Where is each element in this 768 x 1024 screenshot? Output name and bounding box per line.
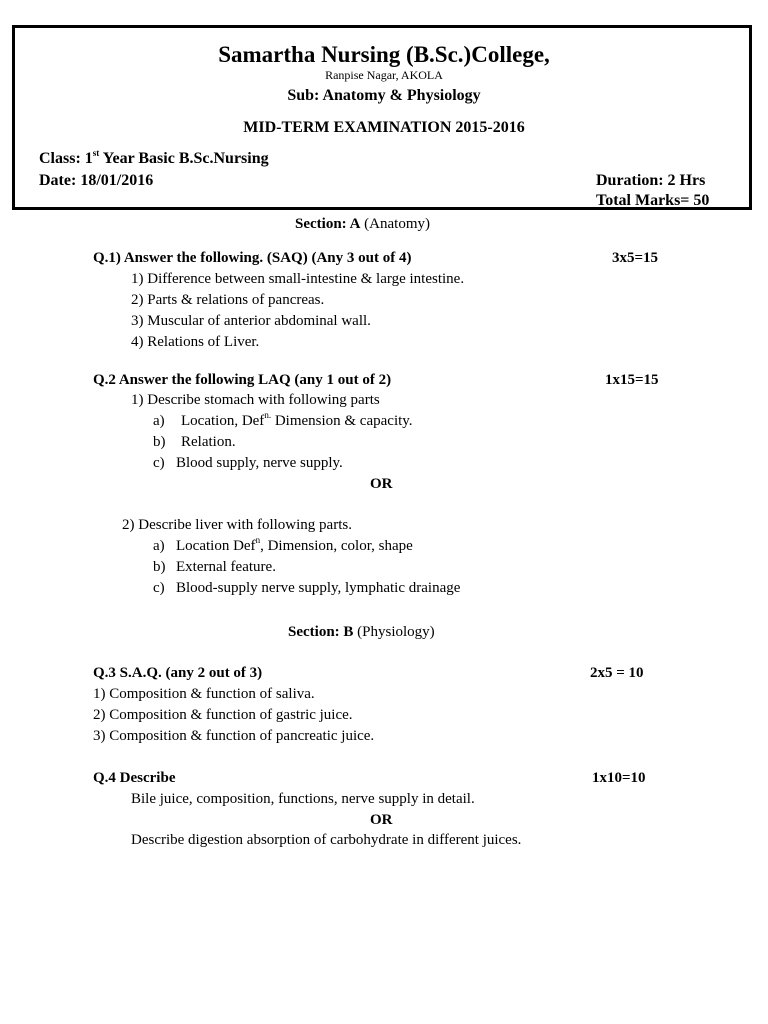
q3-item: 1) Composition & function of saliva. bbox=[93, 686, 315, 702]
section-a-label: Section: A bbox=[295, 216, 361, 232]
section-a-title bbox=[295, 214, 430, 235]
q1-item: 4) Relations of Liver. bbox=[131, 334, 260, 350]
q1-item: 3) Muscular of anterior abdominal wall. bbox=[131, 313, 371, 329]
q1-item: 1) Difference between small-intestine & large intestine. bbox=[131, 271, 465, 287]
section-b-subject: (Physiology) bbox=[353, 624, 435, 640]
q2-opt2-a bbox=[176, 536, 413, 557]
q2-opt2-a-pre: Location Def bbox=[176, 538, 256, 554]
q4-or: OR bbox=[370, 812, 393, 828]
q4-line-1: Bile juice, composition, functions, nerve supply in detail. bbox=[131, 791, 475, 807]
q2-marks: 1x15=15 bbox=[605, 372, 659, 388]
q2-opt1-a bbox=[181, 411, 413, 432]
q4-title: Q.4 Describe bbox=[93, 770, 176, 786]
section-a-subject: (Anatomy) bbox=[360, 216, 430, 232]
q2-opt1-c: Blood supply, nerve supply. bbox=[176, 455, 343, 471]
q2-opt2-c-label: c) bbox=[153, 580, 165, 596]
class-suffix: Year Basic B.Sc.Nursing bbox=[99, 150, 269, 167]
q2-opt2-a-sup: n bbox=[255, 535, 261, 545]
q2-opt2-a-post: , Dimension, color, shape bbox=[260, 538, 413, 554]
class-line bbox=[39, 148, 269, 169]
q2-opt2-c: Blood-supply nerve supply, lymphatic drainage bbox=[176, 580, 461, 596]
college-name: Samartha Nursing (B.Sc.)College, bbox=[218, 42, 550, 67]
q1-item: 2) Parts & relations of pancreas. bbox=[131, 292, 325, 308]
q2-title: Q.2 Answer the following LAQ (any 1 out of 2) bbox=[93, 372, 392, 388]
q2-opt1-a-pre: Location, Def bbox=[181, 413, 265, 429]
subject-line: Sub: Anatomy & Physiology bbox=[287, 87, 481, 104]
q2-opt2-b: External feature. bbox=[176, 559, 276, 575]
q1-title: Q.1) Answer the following. (SAQ) (Any 3 out of 4) bbox=[93, 250, 412, 266]
section-b-title bbox=[288, 622, 435, 643]
exam-title: MID-TERM EXAMINATION 2015-2016 bbox=[243, 119, 525, 136]
q4-marks: 1x10=10 bbox=[592, 770, 646, 786]
q2-opt2-a-label: a) bbox=[153, 538, 165, 554]
q2-opt1-a-sup: n. bbox=[264, 410, 272, 420]
exam-duration: Duration: 2 Hrs bbox=[596, 172, 706, 189]
q2-opt1-c-label: c) bbox=[153, 455, 165, 471]
section-b-label: Section: B bbox=[288, 624, 354, 640]
class-superscript: st bbox=[92, 147, 100, 158]
q2-opt1-b-label: b) bbox=[153, 434, 166, 450]
q3-marks: 2x5 = 10 bbox=[590, 665, 644, 681]
q2-option-2: 2) Describe liver with following parts. bbox=[122, 517, 352, 533]
total-marks: Total Marks= 50 bbox=[596, 192, 710, 209]
q4-line-2: Describe digestion absorption of carbohydrate in different juices. bbox=[131, 832, 522, 848]
q3-item: 2) Composition & function of gastric juice. bbox=[93, 707, 353, 723]
q2-opt2-b-label: b) bbox=[153, 559, 166, 575]
q2-opt1-a-label: a) bbox=[153, 413, 165, 429]
college-address: Ranpise Nagar, AKOLA bbox=[325, 68, 443, 82]
q2-opt1-b: Relation. bbox=[181, 434, 236, 450]
exam-date: Date: 18/01/2016 bbox=[39, 172, 154, 189]
class-prefix: Class: 1 bbox=[39, 150, 93, 167]
q3-title: Q.3 S.A.Q. (any 2 out of 3) bbox=[93, 665, 263, 681]
q2-or: OR bbox=[370, 476, 393, 492]
q2-opt1-a-post: Dimension & capacity. bbox=[271, 413, 413, 429]
q3-item: 3) Composition & function of pancreatic juice. bbox=[93, 728, 375, 744]
q2-option-1: 1) Describe stomach with following parts bbox=[131, 392, 380, 408]
q1-marks: 3x5=15 bbox=[612, 250, 659, 266]
